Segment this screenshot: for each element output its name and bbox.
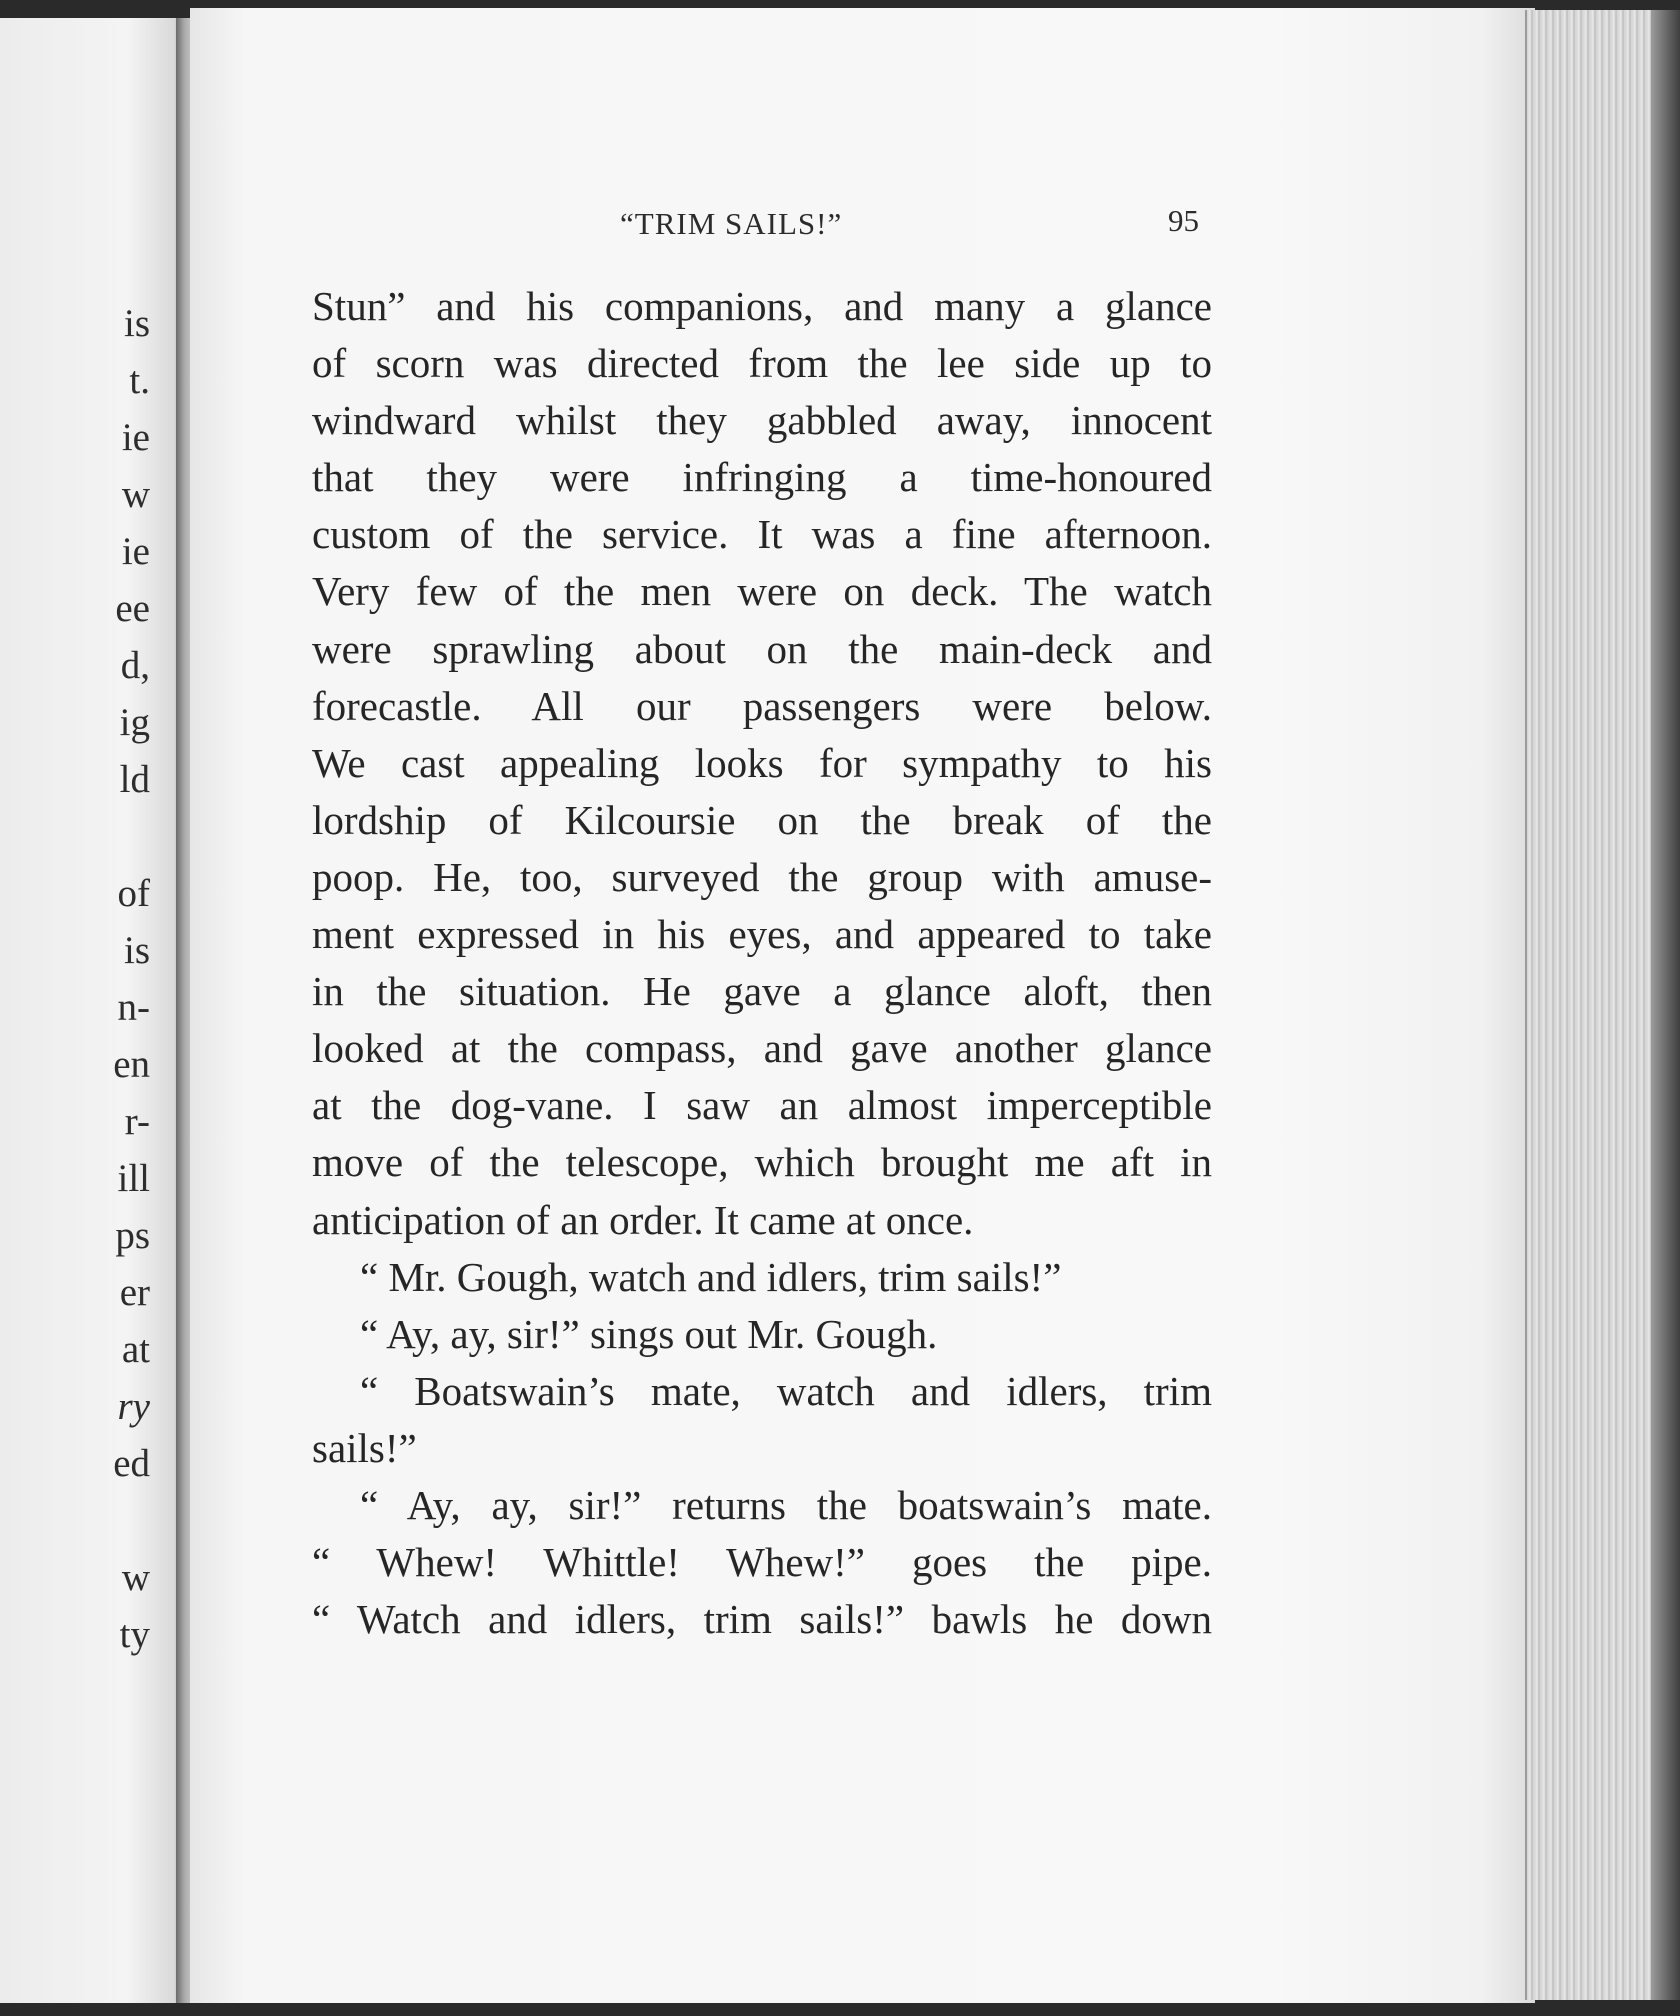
left-page-fragment: ry (117, 1385, 150, 1428)
previous-page (0, 18, 182, 2003)
text-line: anticipation of an order. It came at once. (312, 1196, 974, 1243)
body-text (312, 278, 1212, 1648)
text-line: “ Whew! Whittle! Whew!” goes the pipe. (312, 1539, 1212, 1586)
left-page-fragment: d, (120, 644, 150, 687)
left-page-fragment: of (117, 872, 150, 915)
text-line: Stun” and his companions, and many a glance (312, 283, 1212, 329)
text-line: ment expressed in his eyes, and appeared to take (312, 911, 1212, 958)
text-line: windward whilst they gabbled away, innocent (312, 397, 1212, 444)
left-page-fragment: ie (121, 530, 150, 573)
left-page-fragment: ld (119, 758, 150, 801)
page-edges (1525, 10, 1680, 2000)
text-line: “ Ay, ay, sir!” returns the boatswain’s mate. (360, 1481, 1212, 1528)
left-page-fragment: ie (121, 416, 150, 459)
text-line: Very few of the men were on deck. The watch (312, 568, 1212, 615)
page-number: 95 (1168, 203, 1199, 238)
left-page-fragment: ee (115, 587, 150, 630)
text-line: “ Mr. Gough, watch and idlers, trim sails!” (360, 1253, 1062, 1300)
left-page-fragment: w (121, 1556, 150, 1599)
left-page-fragment: ed (113, 1442, 150, 1485)
text-line: were sprawling about on the main-deck and (312, 625, 1212, 672)
text-line: forecastle. All our passengers were below. (312, 682, 1212, 729)
text-line: We cast appealing looks for sympathy to his (312, 739, 1212, 786)
left-page-fragment: t. (129, 359, 150, 402)
left-page-fragment: er (119, 1271, 150, 1314)
text-line: sails!” (312, 1424, 417, 1471)
left-page-fragment: ig (119, 701, 150, 744)
text-line: “ Watch and idlers, trim sails!” bawls he down (312, 1596, 1212, 1643)
left-page-fragment: ty (119, 1613, 150, 1656)
text-line: “ Ay, ay, sir!” sings out Mr. Gough. (360, 1310, 938, 1357)
left-page-fragment: n- (117, 986, 150, 1029)
left-page-fragment: is (123, 929, 150, 972)
text-line: lordship of Kilcoursie on the break of the (312, 796, 1212, 843)
left-page-fragment: ps (115, 1214, 150, 1257)
left-page-fragment: en (113, 1043, 150, 1086)
left-page-fragment: is (123, 302, 150, 345)
left-page-fragment: ill (117, 1157, 150, 1200)
text-line: that they were infringing a time-honoured (312, 454, 1212, 501)
text-line: in the situation. He gave a glance aloft, then (312, 968, 1212, 1015)
text-line: at the dog-vane. I saw an almost imperceptible (312, 1082, 1212, 1129)
text-line: custom of the service. It was a fine afternoon. (312, 511, 1212, 558)
text-line: poop. He, too, surveyed the group with amuse- (312, 853, 1212, 900)
left-page-fragment: at (121, 1328, 150, 1371)
left-page-fragment: r- (124, 1100, 150, 1143)
left-page-fragment: w (121, 473, 150, 516)
text-line: “ Boatswain’s mate, watch and idlers, trim (360, 1367, 1212, 1414)
text-line: of scorn was directed from the lee side up to (312, 340, 1212, 387)
text-line: looked at the compass, and gave another glance (312, 1025, 1212, 1072)
running-head: “TRIM SAILS!” (620, 206, 843, 241)
text-line: move of the telescope, which brought me aft in (312, 1139, 1212, 1186)
